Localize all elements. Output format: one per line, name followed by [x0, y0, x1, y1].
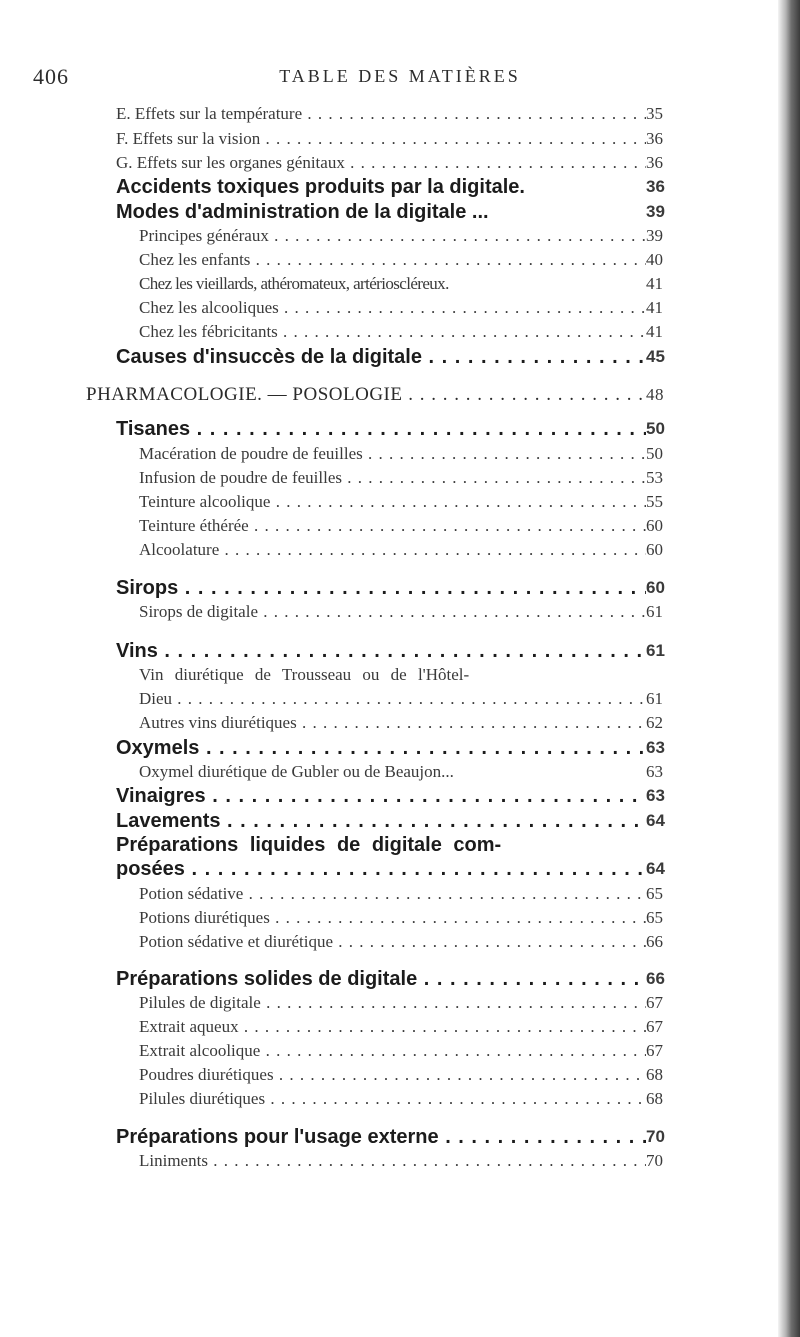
toc-entry — [0, 711, 800, 735]
toc-section — [0, 833, 800, 857]
toc-entry — [0, 514, 800, 538]
toc-entry — [0, 272, 800, 296]
toc-entry — [0, 466, 800, 490]
running-title: TABLE DES MATIÈRES — [279, 66, 521, 86]
toc-entry-page: 50 — [646, 444, 663, 463]
toc-chapter-page: 48 — [646, 385, 664, 404]
toc-entry — [0, 687, 800, 711]
toc-section-page: 36 — [646, 177, 665, 196]
toc-entry — [0, 320, 800, 344]
toc-section-page: 63 — [646, 738, 665, 757]
toc-entry-page: 63 — [646, 762, 663, 781]
toc-section — [0, 576, 800, 600]
toc-entry-title: Extrait alcoolique . . . — [139, 1039, 646, 1063]
toc-entry-page: 67 — [646, 1041, 663, 1060]
toc-section-title: Causes d'insuccès de la digitale . . . — [116, 345, 646, 369]
toc-entry — [0, 991, 800, 1015]
toc-entry-title: Autres vins diurétiques . . . — [139, 711, 646, 735]
toc-entry-page: 61 — [646, 602, 663, 621]
toc-section-page: 45 — [646, 347, 665, 366]
toc-section-page: 60 — [646, 578, 665, 597]
toc-entry — [0, 663, 800, 687]
toc-entry-page: 39 — [646, 226, 663, 245]
toc-entry-title: Principes généraux . . . — [139, 224, 646, 248]
toc-entry-title: Pilules diurétiques . . . — [139, 1087, 646, 1111]
page-number: 406 — [33, 64, 69, 89]
toc-entry-title: G. Effets sur les organes génitaux . . . — [116, 151, 646, 175]
toc-entry-page: 36 — [646, 129, 663, 148]
toc-entry-title: Chez les enfants . . . — [139, 248, 646, 272]
toc-entry-page: 61 — [646, 689, 663, 708]
toc-entry-title: E. Effets sur la température . . . — [116, 102, 646, 126]
toc-entry-page: 60 — [646, 516, 663, 535]
toc-section-page: 63 — [646, 786, 665, 805]
toc-section-title: Lavements . . . — [116, 809, 646, 833]
toc-entry — [0, 930, 800, 954]
toc-entry — [0, 102, 800, 126]
toc-entry — [0, 882, 800, 906]
toc-entry-page: 68 — [646, 1065, 663, 1084]
toc-entry-page: 67 — [646, 1017, 663, 1036]
toc-section-page: 64 — [646, 859, 665, 878]
toc-entry-title: Chez les fébricitants . . . — [139, 320, 646, 344]
toc-section-title: Sirops . . . — [116, 576, 646, 600]
toc-entry — [0, 490, 800, 514]
toc-chapter — [0, 383, 800, 407]
toc-entry — [0, 538, 800, 562]
toc-entry-title: Potion sédative . . . — [139, 882, 646, 906]
toc-entry-title: Extrait aqueux . . . — [139, 1015, 646, 1039]
toc-section-title: posées . . . — [116, 857, 646, 881]
toc-entry-title: F. Effets sur la vision . . . — [116, 127, 646, 151]
toc-entry-page: 35 — [646, 104, 663, 123]
toc-entry-title: Poudres diurétiques . . . — [139, 1063, 646, 1087]
toc-entry-title: Alcoolature . . . — [139, 538, 646, 562]
toc-entry — [0, 127, 800, 151]
toc-section-title: Préparations pour l'usage externe . . . — [116, 1125, 646, 1149]
toc-entry-title: Chez les alcooliques . . . — [139, 296, 646, 320]
toc-section-title: Préparations solides de digitale . . . — [116, 967, 646, 991]
toc-section — [0, 784, 800, 808]
toc-chapter-title: PHARMACOLOGIE. — POSOLOGIE . . . — [86, 383, 646, 407]
toc-section — [0, 1125, 800, 1149]
toc-section — [0, 417, 800, 441]
toc-entry — [0, 1015, 800, 1039]
toc-entry-title: Pilules de digitale . . . — [139, 991, 646, 1015]
toc-section-page: 39 — [646, 202, 665, 221]
toc-entry-title: Infusion de poudre de feuilles . . . — [139, 466, 646, 490]
toc-section-page: 70 — [646, 1127, 665, 1146]
toc-entry — [0, 1087, 800, 1111]
toc-section — [0, 345, 800, 369]
toc-entry-title: Liniments . . . — [139, 1149, 646, 1173]
toc-section — [0, 639, 800, 663]
toc-entry-title: Teinture éthérée . . . — [139, 514, 646, 538]
toc-entry-page: 65 — [646, 884, 663, 903]
toc-entry-page: 70 — [646, 1151, 663, 1170]
toc-section-title: Oxymels . . . — [116, 736, 646, 760]
toc-section — [0, 809, 800, 833]
toc-entry — [0, 151, 800, 175]
toc-entry-page: 60 — [646, 540, 663, 559]
toc-section-title: Vins . . . — [116, 639, 646, 663]
toc-section — [0, 736, 800, 760]
toc-entry-page: 41 — [646, 274, 663, 293]
toc-entry — [0, 1039, 800, 1063]
toc-entry-page: 67 — [646, 993, 663, 1012]
toc-section-page: 50 — [646, 419, 665, 438]
page-header — [0, 64, 800, 92]
toc-section-title: Vinaigres . . . — [116, 784, 646, 808]
toc-section-title: Modes d'administration de la digitale ... — [116, 201, 489, 223]
toc-entry — [0, 1149, 800, 1173]
toc-entry-title: Chez les vieillards, athéromateux, artérioscléreux. — [139, 274, 449, 293]
toc-section-page: 66 — [646, 969, 665, 988]
toc-entry-page: 40 — [646, 250, 663, 269]
toc-entry-title: Vin diurétique de Trousseau ou de l'Hôtel- — [139, 665, 470, 684]
toc-entry-page: 55 — [646, 492, 663, 511]
toc-entry-title: Oxymel diurétique de Gubler ou de Beaujon... — [139, 762, 454, 781]
toc-entry-page: 41 — [646, 298, 663, 317]
toc-entry — [0, 248, 800, 272]
toc-section-title: Accidents toxiques produits par la digitale. — [116, 176, 525, 198]
toc-section — [0, 200, 800, 224]
toc-entry-title: Teinture alcoolique . . . — [139, 490, 646, 514]
toc-section-page: 61 — [646, 641, 665, 660]
toc-entry-page: 68 — [646, 1089, 663, 1108]
toc-section — [0, 175, 800, 199]
toc-section — [0, 967, 800, 991]
toc-entry — [0, 600, 800, 624]
toc-entry — [0, 906, 800, 930]
toc-entry — [0, 224, 800, 248]
toc-entry — [0, 442, 800, 466]
toc-entry-page: 53 — [646, 468, 663, 487]
toc-section-page: 64 — [646, 811, 665, 830]
toc-entry — [0, 296, 800, 320]
toc-entry-title: Dieu . . . — [139, 687, 646, 711]
toc-section — [0, 857, 800, 881]
toc-entry-title: Potion sédative et diurétique . . . — [139, 930, 646, 954]
toc-entry — [0, 1063, 800, 1087]
toc-entry-title: Potions diurétiques . . . — [139, 906, 646, 930]
toc-entry-title: Macération de poudre de feuilles . . . — [139, 442, 646, 466]
toc-entry-title: Sirops de digitale . . . — [139, 600, 646, 624]
toc-section-title: Tisanes . . . — [116, 417, 646, 441]
toc-section-title: Préparations liquides de digitale com- — [116, 834, 502, 856]
toc-entry-page: 41 — [646, 322, 663, 341]
toc-entry-page: 65 — [646, 908, 663, 927]
toc-entry-page: 66 — [646, 932, 663, 951]
toc-entry — [0, 760, 800, 784]
toc-entry-page: 62 — [646, 713, 663, 732]
toc-entry-page: 36 — [646, 153, 663, 172]
